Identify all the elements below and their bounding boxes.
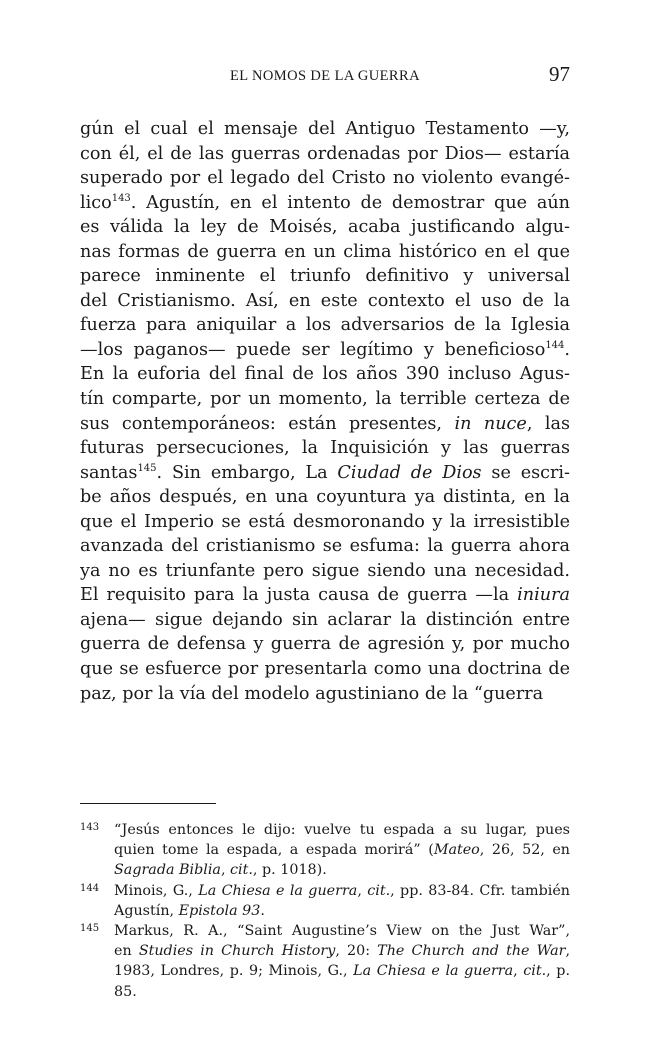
text-run: , 20: <box>335 943 378 960</box>
text-run: , las <box>526 413 570 434</box>
text-line <box>80 632 570 657</box>
text-line <box>80 682 570 707</box>
text-run: . <box>260 902 265 919</box>
text-line <box>80 510 570 535</box>
body-text <box>80 117 570 706</box>
footnote <box>80 881 570 921</box>
italic-text: in nuce <box>454 413 527 434</box>
text-run: gún el cual el mensaje del Antiguo Testamento —y, <box>80 119 570 139</box>
italic-text: Sagrada Biblia <box>114 862 221 879</box>
text-line <box>80 313 570 338</box>
text-line <box>80 215 570 240</box>
italic-text: Mateo <box>433 842 480 859</box>
text-run: del Cristianismo. Así, en este contexto el uso de la <box>80 290 570 311</box>
text-run: , <box>357 882 368 899</box>
text-run: 85. <box>114 983 137 1000</box>
footnote-line <box>114 921 570 941</box>
text-line <box>80 583 570 608</box>
text-run: , 26, 52, en <box>479 842 571 859</box>
text-run: es válida la ley de Moisés, acaba justificando algu- <box>80 217 570 238</box>
text-line <box>80 412 570 437</box>
text-run: que el Imperio se está desmoronando y la irresistible <box>80 511 570 532</box>
text-run: , pp. 83-84. Cfr. también <box>390 882 571 899</box>
footnote-line <box>114 860 570 880</box>
text-run: ajena— sigue dejando sin aclarar la distinción entre <box>80 609 570 630</box>
footnote-line <box>114 840 570 860</box>
text-run: en <box>114 943 139 960</box>
text-run: En la euforia del final de los años 390 incluso Agus- <box>80 364 570 385</box>
italic-text: iniura <box>517 585 570 606</box>
italic-text: The Church and the War <box>377 943 566 960</box>
footnote-divider <box>80 803 216 804</box>
text-run: , <box>565 943 570 960</box>
footnote-number: 145 <box>80 923 100 935</box>
footnote <box>80 820 570 881</box>
text-line <box>80 289 570 314</box>
text-line <box>80 608 570 633</box>
text-line <box>80 191 570 216</box>
text-run: , <box>220 862 231 879</box>
text-line <box>80 485 570 510</box>
italic-text: Epistola 93 <box>178 902 261 919</box>
text-run: ya no es triunfante pero sigue siendo una necesidad. <box>80 560 570 581</box>
text-run: “Jesús entonces le dijo: vuelve tu espada a su lugar, pues <box>114 822 570 838</box>
text-run: 1983, Londres, p. 9; Minois, G., <box>114 963 354 980</box>
text-run: futuras persecuciones, la Inquisición y las guerras <box>80 438 570 459</box>
text-run: superado por el legado del Cristo no violento evangé- <box>80 168 570 189</box>
running-title: EL NOMOS DE LA GUERRA <box>230 68 420 84</box>
text-line <box>80 362 570 387</box>
text-run: be años después, en una coyuntura ya distinta, en la <box>80 487 570 508</box>
text-run: avanzada del cristianismo se esfuma: la guerra ahora <box>80 536 570 557</box>
text-run: santas <box>80 462 138 483</box>
footnote-number: 143 <box>80 822 100 833</box>
text-run: . Sin embargo, La <box>156 462 338 483</box>
text-line <box>80 142 570 167</box>
text-run: que se esfuerce por presentarla como una doctrina de <box>80 659 570 680</box>
italic-text: cit. <box>367 882 391 899</box>
text-run: guerra de defensa y guerra de agresión y, por mucho <box>80 634 570 655</box>
text-run: . <box>564 339 570 360</box>
italic-text: Ciudad de Dios <box>337 462 482 483</box>
text-run: lico <box>80 192 112 213</box>
footnotes <box>80 820 570 1002</box>
text-line <box>80 559 570 584</box>
text-run: sus contemporáneos: están presentes, <box>80 413 455 434</box>
footnote <box>80 921 570 1002</box>
running-head <box>80 62 570 92</box>
text-line <box>80 657 570 682</box>
footnote-line <box>114 881 570 901</box>
text-run: —los paganos— puede ser legítimo y beneficioso <box>80 339 546 360</box>
text-run: Markus, R. A., “Saint Augustine’s View on the Just War”, <box>114 923 570 940</box>
footnote-number: 144 <box>80 882 100 894</box>
text-line <box>80 436 570 461</box>
italic-text: La Chiesa e la guerra <box>353 963 514 980</box>
text-line <box>80 387 570 412</box>
text-line <box>80 117 570 142</box>
text-line <box>80 534 570 559</box>
text-run: paz, por la vía del modelo agustiniano de la “guerra <box>80 683 544 704</box>
text-line <box>80 461 570 486</box>
text-run: Agustín, <box>114 902 179 919</box>
italic-text: cit. <box>523 963 547 980</box>
footnote-line <box>114 941 570 961</box>
italic-text: La Chiesa e la guerra <box>198 882 358 899</box>
text-run: nas formas de guerra en un clima histórico en el que <box>80 241 570 262</box>
footnote-line <box>114 961 570 981</box>
text-run: , p. 1018). <box>252 862 327 879</box>
text-run: , <box>513 963 524 980</box>
text-line <box>80 264 570 289</box>
text-line <box>80 338 570 363</box>
text-run: . Agustín, en el intento de demostrar que aún <box>130 192 570 213</box>
italic-text: Studies in Church History <box>138 943 336 960</box>
text-line <box>80 166 570 191</box>
footnote-reference: 143 <box>111 192 131 204</box>
text-run: se escri- <box>481 462 570 483</box>
footnote-line <box>114 982 570 1002</box>
text-line <box>80 240 570 265</box>
text-run: tín comparte, por un momento, la terrible certeza de <box>80 389 570 410</box>
text-run: con él, el de las guerras ordenadas por Dios— estaría <box>80 143 570 164</box>
footnote-line <box>114 820 570 840</box>
text-run: quien tome la espada, a espada morirá” ( <box>114 842 434 859</box>
text-run: El requisito para la justa causa de guerra —la <box>80 585 518 606</box>
italic-text: cit. <box>230 862 253 879</box>
text-run: fuerza para aniquilar a los adversarios de la Iglesia <box>80 315 570 336</box>
text-run: Minois, G., <box>114 882 199 899</box>
text-run: , p. <box>546 963 570 980</box>
footnote-line <box>114 901 570 921</box>
text-run: parece inminente el triunfo definitivo y universal <box>80 266 570 287</box>
page-number: 97 <box>549 62 570 86</box>
footnote-reference: 144 <box>545 339 565 351</box>
footnote-reference: 145 <box>137 462 157 474</box>
